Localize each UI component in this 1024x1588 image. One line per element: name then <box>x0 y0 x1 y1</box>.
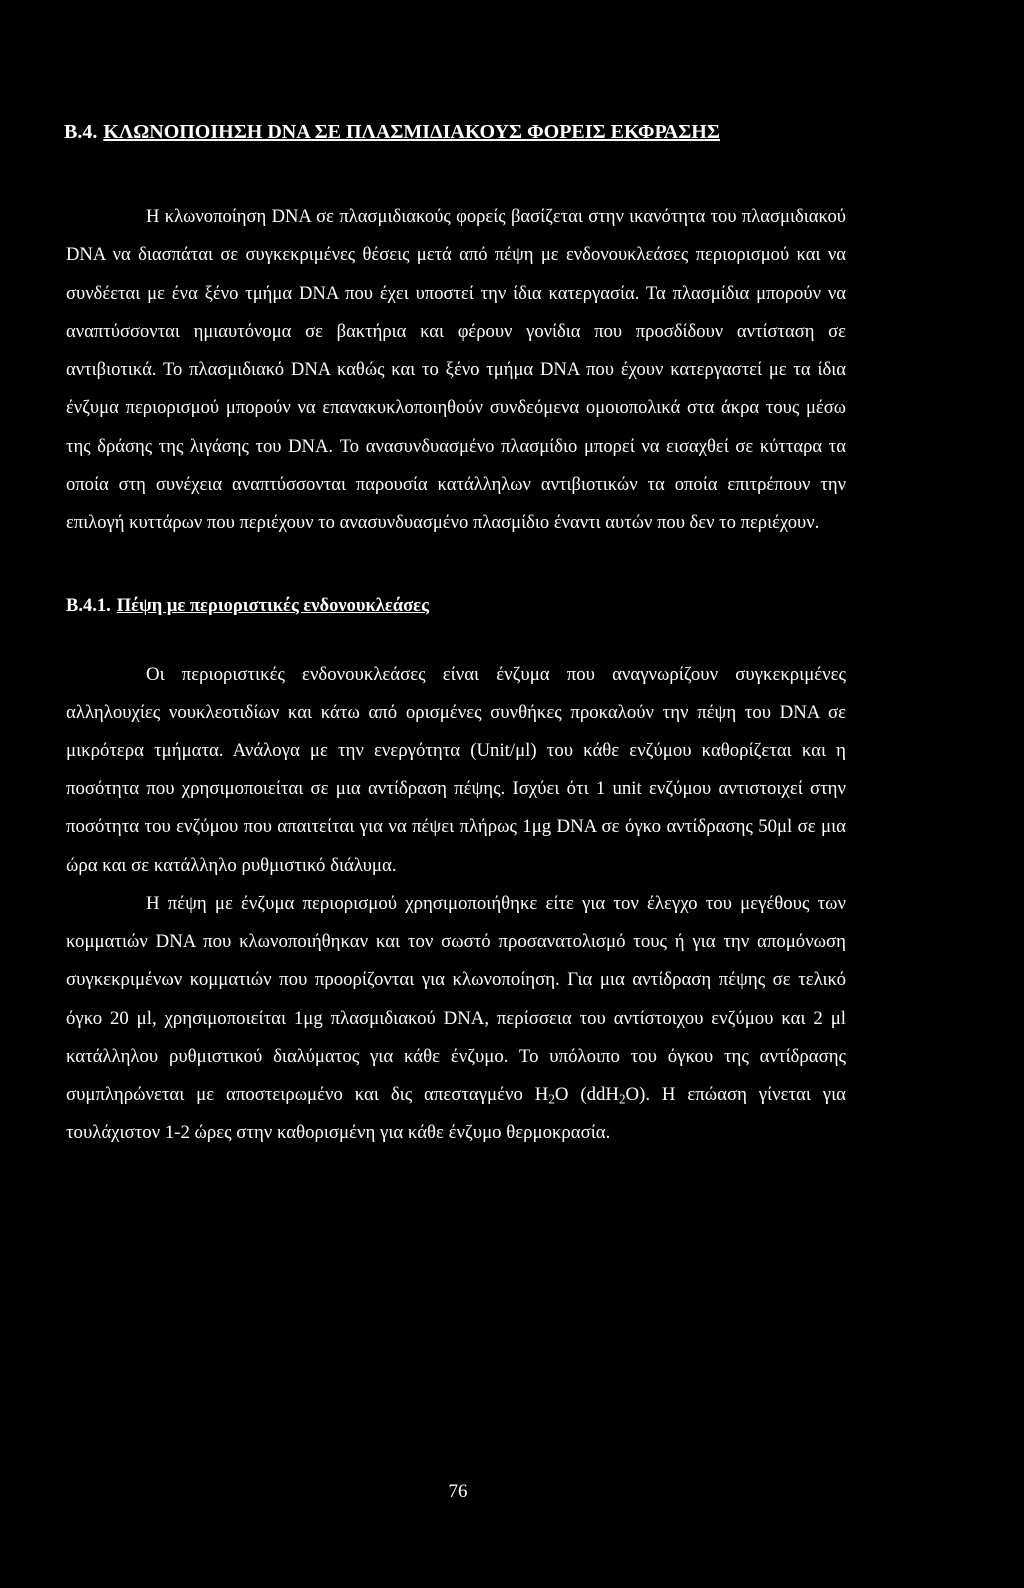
subsection-heading <box>66 592 846 620</box>
document-page <box>66 118 846 1152</box>
paragraph-2-text-c: O). Η επώαση γίνεται για τουλάχιστον 1-2 ώρες στην καθορισμένη για κάθε ένζυμο θερμοκρασία. <box>66 1083 846 1144</box>
subscript-2-a: 2 <box>548 1091 555 1107</box>
section-heading <box>64 118 846 146</box>
subscript-2-b: 2 <box>618 1091 626 1107</box>
section-paragraph: Η κλωνοποίηση DNA σε πλασμιδιακούς φορείς βασίζεται στην ικανότητα του πλασμιδιακού DNA να διασπάται σε συγκεκριμένες θέσεις μετά από πέψη με ενδονουκλεάσες περιορισμού και να συνδέεται με ένα ξένο τμήμα DNA που έχει υποστεί την ίδια κατεργασία. Τα πλασμίδια μπορούν να αναπτύσσονται ημιαυτόνομα σε βακτήρια και φέρουν γονίδια που προσδίδουν αντίσταση σε αντιβιοτικά. Το πλασμιδιακό DNA καθώς και το ξένο τμήμα DNA που έχουν κατεργαστεί με τα ίδια ένζυμα περιορισμού μπορούν να επανακυκλοποιηθούν συνδεόμενα ομοιοπολικά στα άκρα τους μέσω της δράσης της λιγάσης του DNA. Το ανασυνδυασμένο πλασμίδιο μπορεί να εισαχθεί σε κύτταρα τα οποία στη συνέχεια αναπτύσσονται παρουσία κατάλληλων αντιβιοτικών τα οποία επιτρέπουν την επιλογή κυττάρων που περιέχουν το ανασυνδυασμένο πλασμίδιο έναντι αυτών που δεν το περιέχουν. <box>66 206 846 534</box>
subsection-paragraph-1: Οι περιοριστικές ενδονουκλεάσες είναι ένζυμα που αναγνωρίζουν συγκεκριμένες αλληλουχίες νουκλεοτιδίων και κάτω από ορισμένες συνθήκες προκαλούν την πέψη του DNA σε μικρότερα τμήματα. Ανάλογα με την ενεργότητα (Unit/μl) του κάθε ενζύμου καθορίζεται και η ποσότητα που χρησιμοποιείται σε μια αντίδραση πέψης. Ισχύει ότι 1 unit ενζύμου αντιστοιχεί στην ποσότητα του ενζύμου που απαιτείται για να πέψει πλήρως 1μg DNA σε όγκο αντίδρασης 50μl σε μια ώρα και σε κατάλληλο ρυθμιστικό διάλυμα. <box>66 663 846 876</box>
section-number: B.4. <box>64 121 98 143</box>
subsection-number: B.4.1. <box>66 595 111 616</box>
paragraph-2-text-b: O (ddH <box>554 1083 619 1105</box>
section-title: ΚΛΩΝΟΠΟΙΗΣΗ DNA ΣΕ ΠΛΑΣΜΙΔΙΑΚΟΥΣ ΦΟΡΕΙΣ ΕΚΦΡΑΣΗΣ <box>103 121 720 143</box>
paragraph-2-text-a: Η πέψη με ένζυμα περιορισμού χρησιμοποιήθηκε είτε για τον έλεγχο του μεγέθους των κομματιών DNA που κλωνοποιήθηκαν και τον σωστό προσανατολισμό τους ή για την απομόνωση συγκεκριμένων κομματιών που προορίζονται για κλωνοποίηση. Για μια αντίδραση πέψης σε τελικό όγκο 20 μl, χρησιμοποιείται 1μg πλασμιδιακού DNA, περίσσεια του αντίστοιχου ενζύμου και 2 μl κατάλληλου ρυθμιστικού διαλύματος για κάθε ένζυμο. Το υπόλοιπο του όγκου της αντίδρασης συμπληρώνεται με αποστειρωμένο και δις απεσταγμένο H <box>66 892 846 1105</box>
subsection-paragraph-2 <box>66 885 846 1152</box>
subsection-title: Πέψη με περιοριστικές ενδονουκλεάσες <box>116 595 429 616</box>
page-number: 76 <box>448 1481 468 1502</box>
